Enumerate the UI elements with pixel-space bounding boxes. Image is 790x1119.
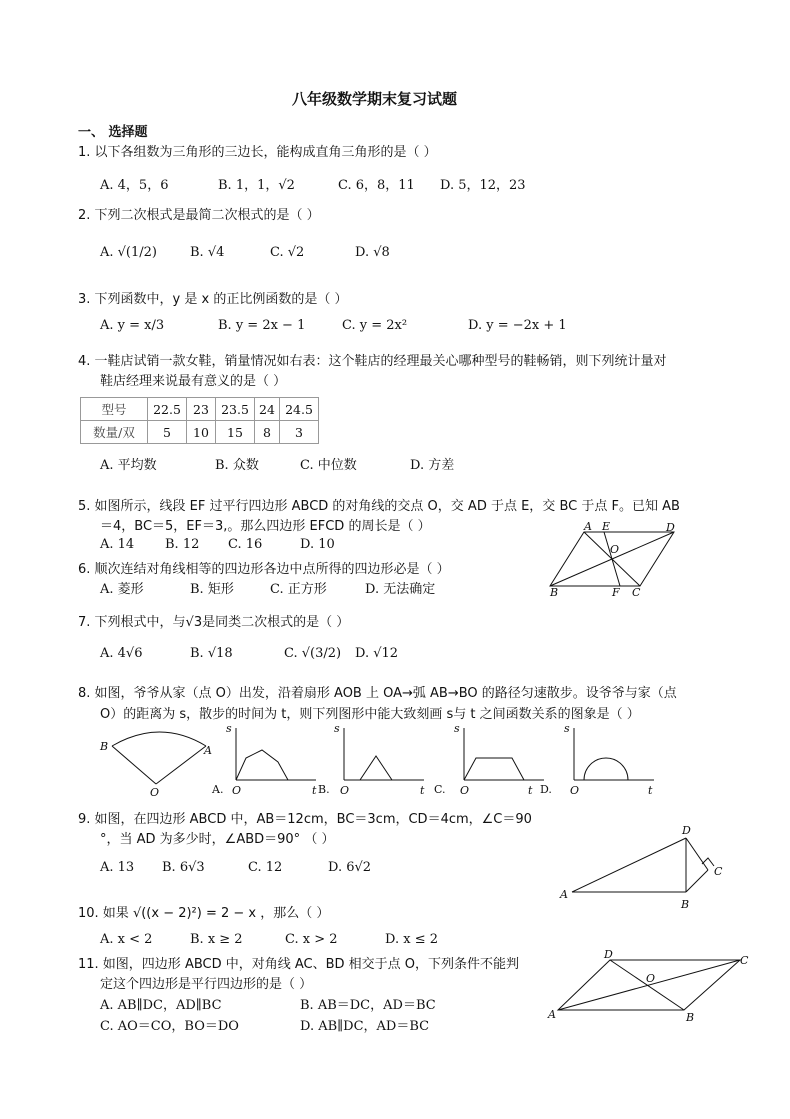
question-1-option-b: B. 1，1，√2: [218, 178, 295, 193]
question-2-option-a: A. √(1/2): [100, 245, 158, 260]
question-11-option-d: D. AB∥DC，AD＝BC: [300, 1019, 430, 1034]
question-8-option-a: A.: [212, 783, 224, 796]
label-c: C: [714, 865, 723, 878]
label-a: A: [584, 520, 592, 533]
axis-s: s: [334, 722, 340, 735]
origin-o: O: [232, 784, 242, 797]
label-a: A: [548, 1008, 556, 1021]
axis-s: s: [454, 722, 460, 735]
shoe-sales-table: [80, 397, 319, 444]
label-b: B: [681, 898, 690, 911]
label-b: B: [550, 586, 559, 599]
question-6-option-b: B. 矩形: [190, 582, 234, 597]
parallelogram-abcd-figure: [548, 520, 688, 600]
label-d: D: [604, 948, 613, 961]
question-1-option-c: C. 6，8，11: [338, 178, 415, 193]
sector-aob-figure: [98, 722, 218, 797]
question-10-option-a: A. x < 2: [100, 932, 153, 947]
label-b: B: [100, 740, 109, 753]
label-a: A: [204, 744, 212, 757]
table-row: [81, 421, 319, 444]
question-4-option-a: A. 平均数: [100, 458, 157, 473]
question-9-stem-line-2: °，当 AD 为多少时，∠ABD＝90° （ ）: [100, 832, 335, 847]
parallelogram-abcd-diagonals-figure: [544, 948, 764, 1030]
question-4-option-b: B. 众数: [215, 458, 259, 473]
question-4-option-c: C. 中位数: [300, 458, 357, 473]
label-o: O: [646, 972, 656, 985]
label-d: D: [682, 824, 691, 837]
axis-s: s: [226, 722, 232, 735]
origin-o: O: [340, 784, 350, 797]
table-cell: 22.5: [148, 398, 187, 421]
question-3-stem: 3. 下列函数中，y 是 x 的正比例函数的是（ ）: [78, 292, 348, 307]
question-11-option-c: C. AO＝CO，BO＝DO: [100, 1019, 239, 1034]
table-cell: 3: [280, 421, 319, 444]
axis-t: t: [420, 784, 425, 797]
question-2-option-c: C. √2: [270, 245, 305, 260]
question-1-option-a: A. 4，5，6: [100, 178, 169, 193]
question-10-stem: 10. 如果 √((x − 2)²) = 2 − x ，那么（ ）: [78, 906, 330, 921]
table-cell: 5: [148, 421, 187, 444]
section-heading: 一、 选择题: [78, 125, 148, 140]
question-9-option-c: C. 12: [248, 860, 283, 875]
table-cell: 数量/双: [81, 421, 148, 444]
graph-option-b: [330, 722, 430, 797]
axis-t: t: [312, 784, 317, 797]
table-cell: 8: [255, 421, 280, 444]
question-7-option-a: A. 4√6: [100, 646, 143, 661]
question-7-option-d: D. √12: [355, 646, 399, 661]
question-9-option-b: B. 6√3: [162, 860, 205, 875]
question-7-stem: 7. 下列根式中，与√3是同类二次根式的是（ ）: [78, 615, 350, 630]
label-o: O: [150, 786, 160, 799]
question-2-option-d: D. √8: [355, 245, 390, 260]
axis-t: t: [648, 784, 653, 797]
question-11-stem-line-2: 定这个四边形是平行四边形的是（ ）: [100, 977, 313, 992]
question-6-option-c: C. 正方形: [270, 582, 327, 597]
graph-option-c: [450, 722, 550, 797]
question-8-option-d: D.: [540, 783, 552, 796]
table-cell: 型号: [81, 398, 148, 421]
question-8-option-b: B.: [318, 783, 330, 796]
graph-option-d: [560, 722, 660, 797]
question-3-option-c: C. y = 2x²: [342, 318, 408, 333]
question-11-stem-line-1: 11. 如图，四边形 ABCD 中，对角线 AC、BD 相交于点 O，下列条件不能判: [78, 957, 520, 972]
label-c: C: [740, 954, 749, 967]
question-6-option-d: D. 无法确定: [365, 582, 436, 597]
question-2-stem: 2. 下列二次根式是最简二次根式的是（ ）: [78, 208, 320, 223]
question-9-option-a: A. 13: [100, 860, 135, 875]
question-10-option-c: C. x > 2: [285, 932, 338, 947]
question-4-option-d: D. 方差: [410, 458, 455, 473]
question-5-option-b: B. 12: [165, 537, 200, 552]
question-5-stem-line-1: 5. 如图所示，线段 EF 过平行四边形 ABCD 的对角线的交点 O，交 AD 于点 E，交 BC 于点 F。已知 AB: [78, 499, 680, 514]
question-8-stem-line-1: 8. 如图，爷爷从家（点 O）出发，沿着扇形 AOB 上 OA→弧 AB→BO 的路径匀速散步。设爷爷与家（点: [78, 686, 677, 701]
quadrilateral-abcd-figure: [556, 820, 736, 912]
question-6-option-a: A. 菱形: [100, 582, 144, 597]
axis-t: t: [528, 784, 533, 797]
label-f: F: [612, 586, 620, 599]
table-cell: 10: [187, 421, 216, 444]
question-9-option-d: D. 6√2: [328, 860, 372, 875]
table-cell: 23: [187, 398, 216, 421]
question-8-stem-line-2: O）的距离为 s，散步的时间为 t，则下列图形中能大致刻画 s与 t 之间函数关系的图象是（ ）: [100, 707, 640, 722]
question-7-option-c: C. √(3/2): [284, 646, 342, 661]
question-4-stem-line-2: 鞋店经理来说最有意义的是（ ）: [100, 374, 287, 389]
table-cell: 15: [216, 421, 255, 444]
origin-o: O: [570, 784, 580, 797]
label-o: O: [610, 543, 620, 556]
origin-o: O: [460, 784, 470, 797]
axis-s: s: [564, 722, 570, 735]
question-9-stem-line-1: 9. 如图，在四边形 ABCD 中，AB＝12cm，BC＝3cm，CD＝4cm，∠C＝90: [78, 812, 532, 827]
label-c: C: [632, 586, 641, 599]
question-11-option-b: B. AB＝DC，AD＝BC: [300, 998, 436, 1013]
question-1-option-d: D. 5，12，23: [440, 178, 526, 193]
question-3-option-b: B. y = 2x − 1: [218, 318, 306, 333]
graph-option-a: [222, 722, 322, 797]
question-5-stem-line-2: ＝4，BC＝5，EF＝3,。那么四边形 EFCD 的周长是（ ）: [100, 519, 431, 534]
question-6-stem: 6. 顺次连结对角线相等的四边形各边中点所得的四边形必是（ ）: [78, 562, 450, 577]
question-11-option-a: A. AB∥DC，AD∥BC: [100, 998, 222, 1013]
question-2-option-b: B. √4: [190, 245, 225, 260]
question-5-option-c: C. 16: [228, 537, 263, 552]
page-title: 八年级数学期末复习试题: [292, 90, 458, 108]
table-cell: 24: [255, 398, 280, 421]
table-row: [81, 398, 319, 421]
question-1-stem: 1. 以下各组数为三角形的三边长，能构成直角三角形的是（ ）: [78, 145, 437, 160]
question-10-option-b: B. x ≥ 2: [190, 932, 243, 947]
question-4-stem-line-1: 4. 一鞋店试销一款女鞋，销量情况如右表：这个鞋店的经理最关心哪种型号的鞋畅销，则下列统计量对: [78, 354, 667, 369]
question-10-option-d: D. x ≤ 2: [385, 932, 438, 947]
label-d: D: [666, 521, 675, 534]
question-8-option-c: C.: [434, 783, 446, 796]
label-e: E: [602, 520, 611, 533]
question-3-option-d: D. y = −2x + 1: [468, 318, 567, 333]
question-5-option-d: D. 10: [300, 537, 335, 552]
table-cell: 23.5: [216, 398, 255, 421]
question-3-option-a: A. y = x/3: [100, 318, 165, 333]
label-b: B: [686, 1011, 695, 1024]
table-cell: 24.5: [280, 398, 319, 421]
question-5-option-a: A. 14: [100, 537, 135, 552]
label-a: A: [560, 888, 568, 901]
question-7-option-b: B. √18: [190, 646, 233, 661]
